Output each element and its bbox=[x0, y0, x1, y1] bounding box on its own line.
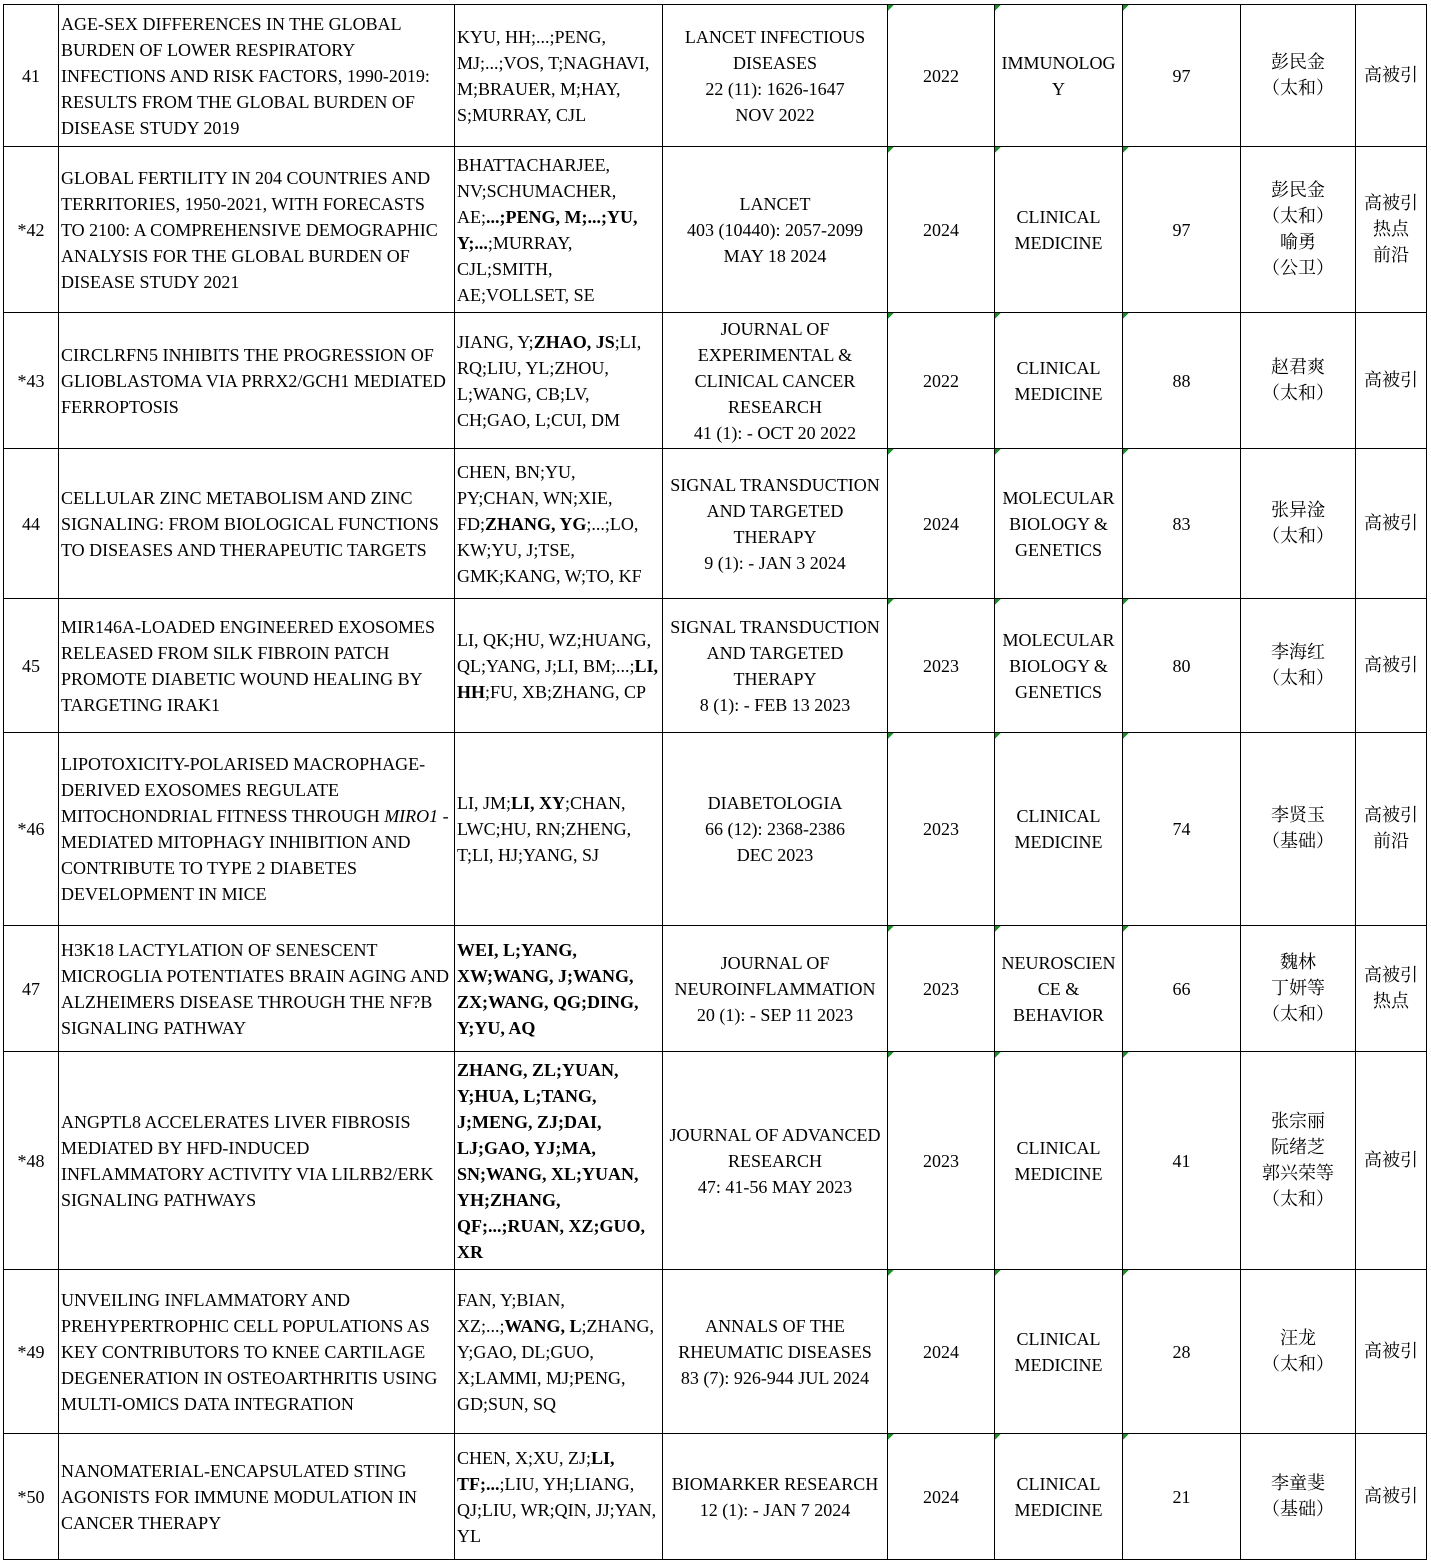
row-number: *50 bbox=[4, 1434, 59, 1560]
journal-info bbox=[663, 1434, 888, 1560]
research-field: CLINICAL MEDICINE bbox=[995, 1052, 1123, 1270]
author-text: JIANG, Y; bbox=[457, 331, 534, 352]
paper-title-italic: MIRO1 bbox=[384, 806, 439, 826]
row-number: *42 bbox=[4, 147, 59, 313]
table-row bbox=[4, 1270, 1427, 1434]
table-row bbox=[4, 733, 1427, 926]
journal-info bbox=[663, 599, 888, 733]
author-text: ;LIU, YH;LIANG, QJ;LIU, WR;QIN, JJ;YAN, YL bbox=[457, 1473, 657, 1546]
author-highlight: LI, TF;... bbox=[457, 1447, 615, 1494]
local-author-line: 李海红 bbox=[1271, 641, 1325, 663]
author-text: ;CHAN, LWC;HU, RN;ZHENG, T;LI, HJ;YANG, SJ bbox=[457, 793, 632, 865]
author-text: LI, JM; bbox=[457, 793, 511, 813]
citation-count: 28 bbox=[1123, 1270, 1241, 1434]
journal-line: JOURNAL OF NEUROINFLAMMATION bbox=[674, 952, 876, 999]
local-author-line: 李童斐 bbox=[1271, 1472, 1325, 1494]
research-field: IMMUNOLOGY bbox=[995, 5, 1123, 147]
journal-line: LANCET INFECTIOUS DISEASES bbox=[684, 26, 866, 73]
local-author bbox=[1241, 1052, 1356, 1270]
journal-line: 66 (12): 2368-2386 bbox=[705, 819, 845, 839]
table-row bbox=[4, 449, 1427, 599]
journal-info bbox=[663, 449, 888, 599]
local-author-line: 彭民金 bbox=[1271, 51, 1325, 73]
local-author-line: （基础） bbox=[1262, 831, 1334, 852]
journal-line: 403 (10440): 2057-2099 bbox=[687, 219, 863, 240]
category-line: 高被引 bbox=[1364, 512, 1418, 534]
author-text: CHEN, X;XU, ZJ; bbox=[457, 1447, 591, 1468]
citation-count: 66 bbox=[1123, 926, 1241, 1052]
author-highlight: ZHAO, JS bbox=[533, 331, 615, 352]
citation-count: 97 bbox=[1123, 147, 1241, 313]
journal-line: 9 (1): - JAN 3 2024 bbox=[704, 552, 846, 573]
journal-info bbox=[663, 1270, 888, 1434]
local-author-line: （太和） bbox=[1262, 382, 1334, 404]
paper-category bbox=[1356, 733, 1427, 926]
journal-line: DIABETOLOGIA bbox=[707, 793, 843, 813]
category-line: 高被引 bbox=[1364, 1149, 1418, 1171]
journal-line: 83 (7): 926-944 JUL 2024 bbox=[680, 1367, 870, 1388]
paper-authors bbox=[455, 1052, 663, 1270]
local-author bbox=[1241, 5, 1356, 147]
category-line: 高被引 bbox=[1364, 805, 1418, 826]
paper-title: NANOMATERIAL-ENCAPSULATED STING AGONISTS FOR IMMUNE MODULATION IN CANCER THERAPY bbox=[59, 1434, 455, 1560]
journal-line: ANNALS OF THE RHEUMATIC DISEASES bbox=[678, 1315, 872, 1362]
journal-info bbox=[663, 5, 888, 147]
local-author-line: （公卫） bbox=[1262, 257, 1334, 279]
paper-title: H3K18 LACTYLATION OF SENESCENT MICROGLIA POTENTIATES BRAIN AGING AND ALZHEIMERS DISEASE THROUGH THE NF?B SIGNALING PATHWAY bbox=[59, 926, 455, 1052]
journal-line: SIGNAL TRANSDUCTION AND TARGETED THERAPY bbox=[670, 616, 880, 689]
journal-line: 20 (1): - SEP 11 2023 bbox=[696, 1004, 854, 1025]
local-author-line: （太和） bbox=[1262, 1003, 1334, 1025]
paper-title: UNVEILING INFLAMMATORY AND PREHYPERTROPHIC CELL POPULATIONS AS KEY CONTRIBUTORS TO KNEE CARTILAGE DEGENERATION IN OSTEOARTHRITIS USING MULTI-OMICS DATA INTEGRATION bbox=[59, 1270, 455, 1434]
author-text: ;ZHANG, Y;GAO, DL;GUO, X;LAMMI, MJ;PENG, GD;SUN, SQ bbox=[457, 1315, 655, 1414]
publication-year: 2023 bbox=[888, 926, 995, 1052]
paper-authors bbox=[455, 147, 663, 313]
category-line: 高被引 bbox=[1364, 1485, 1418, 1507]
publication-year: 2022 bbox=[888, 313, 995, 449]
author-text: ;MURRAY, CJL;SMITH, AE;VOLLSET, SE bbox=[457, 232, 595, 305]
publication-year: 2023 bbox=[888, 733, 995, 926]
paper-category bbox=[1356, 1434, 1427, 1560]
paper-category bbox=[1356, 313, 1427, 449]
category-line: 高被引 bbox=[1364, 64, 1418, 86]
journal-info bbox=[663, 733, 888, 926]
paper-category bbox=[1356, 147, 1427, 313]
research-field: CLINICAL MEDICINE bbox=[995, 147, 1123, 313]
row-number: 45 bbox=[4, 599, 59, 733]
publication-year: 2023 bbox=[888, 1052, 995, 1270]
category-line: 高被引 bbox=[1364, 654, 1418, 676]
table-row bbox=[4, 313, 1427, 449]
journal-info bbox=[663, 313, 888, 449]
journal-line: 22 (11): 1626-1647 bbox=[705, 78, 845, 99]
journal-line: JOURNAL OF EXPERIMENTAL & CLINICAL CANCER RESEARCH bbox=[694, 318, 856, 417]
paper-category bbox=[1356, 926, 1427, 1052]
category-line: 高被引 bbox=[1364, 1340, 1418, 1362]
journal-line: 47: 41-56 MAY 2023 bbox=[697, 1176, 853, 1197]
local-author-line: 郭兴荣等 bbox=[1262, 1162, 1334, 1184]
publication-year: 2023 bbox=[888, 599, 995, 733]
citation-count: 97 bbox=[1123, 5, 1241, 147]
research-field: CLINICAL MEDICINE bbox=[995, 313, 1123, 449]
paper-authors bbox=[455, 5, 663, 147]
author-highlight: WANG, L bbox=[504, 1315, 582, 1336]
author-highlight: ZHANG, ZL;YUAN, Y;HUA, L;TANG, J;MENG, ZJ;DAI, LJ;GAO, YJ;MA, SN;WANG, XL;YUAN, YH;ZHANG, QF;...;RUAN, XZ;GUO, XR bbox=[457, 1059, 645, 1262]
row-number: 47 bbox=[4, 926, 59, 1052]
research-field: MOLECULAR BIOLOGY & GENETICS bbox=[995, 449, 1123, 599]
category-line: 热点 bbox=[1373, 990, 1409, 1012]
local-author-line: 赵君爽 bbox=[1271, 356, 1325, 378]
paper-title: CELLULAR ZINC METABOLISM AND ZINC SIGNALING: FROM BIOLOGICAL FUNCTIONS TO DISEASES AND THERAPEUTIC TARGETS bbox=[59, 449, 455, 599]
author-text: FAN, Y;BIAN, XZ;...; bbox=[457, 1289, 565, 1336]
author-highlight: ZHANG, YG bbox=[485, 513, 587, 534]
publication-year: 2022 bbox=[888, 5, 995, 147]
local-author-line: （太和） bbox=[1262, 77, 1334, 99]
publication-year: 2024 bbox=[888, 449, 995, 599]
local-author bbox=[1241, 1434, 1356, 1560]
journal-line: 8 (1): - FEB 13 2023 bbox=[699, 694, 851, 715]
table-row bbox=[4, 5, 1427, 147]
paper-title: CIRCLRFN5 INHIBITS THE PROGRESSION OF GLIOBLASTOMA VIA PRRX2/GCH1 MEDIATED FERROPTOSIS bbox=[59, 313, 455, 449]
author-text: CHEN, BN;YU, PY;CHAN, WN;XIE, FD; bbox=[457, 461, 613, 534]
row-number: *46 bbox=[4, 733, 59, 926]
journal-line: BIOMARKER RESEARCH 12 (1): - JAN 7 2024 bbox=[671, 1473, 879, 1520]
journal-line: LANCET bbox=[739, 193, 811, 214]
author-text: ;FU, XB;ZHANG, CP bbox=[485, 681, 647, 702]
paper-authors bbox=[455, 1270, 663, 1434]
local-author-line: 丁妍等 bbox=[1271, 977, 1325, 999]
author-highlight: LI, XY bbox=[511, 793, 566, 813]
local-author-line: （太和） bbox=[1262, 205, 1334, 227]
research-field: CLINICAL MEDICINE bbox=[995, 1270, 1123, 1434]
category-line: 高被引 bbox=[1364, 192, 1418, 214]
local-author-line: 喻勇 bbox=[1280, 231, 1316, 253]
table-row bbox=[4, 926, 1427, 1052]
journal-info bbox=[663, 1052, 888, 1270]
author-text: LI, QK;HU, WZ;HUANG, QL;YANG, J;LI, BM;...; bbox=[457, 629, 652, 676]
journal-line: SIGNAL TRANSDUCTION AND TARGETED THERAPY bbox=[670, 474, 880, 547]
citation-count: 88 bbox=[1123, 313, 1241, 449]
paper-title: LIPOTOXICITY-POLARISED MACROPHAGE-DERIVED EXOSOMES REGULATE MITOCHONDRIAL FITNESS THROUGH MIRO1 -MEDIATED MITOPHAGY INHIBITION AND CONTRIBUTE TO TYPE 2 DIABETES DEVELOPMENT IN MICE bbox=[59, 733, 455, 926]
author-text: KYU, HH;...;PENG, MJ;...;VOS, T;NAGHAVI, M;BRAUER, M;HAY, S;MURRAY, CJL bbox=[457, 26, 650, 125]
author-highlight: ...;PENG, M;...;YU, Y;... bbox=[457, 206, 638, 253]
citation-count: 83 bbox=[1123, 449, 1241, 599]
local-author bbox=[1241, 599, 1356, 733]
local-author bbox=[1241, 449, 1356, 599]
local-author-line: （太和） bbox=[1262, 1188, 1334, 1210]
paper-authors bbox=[455, 733, 663, 926]
paper-authors bbox=[455, 313, 663, 449]
journal-line: MAY 18 2024 bbox=[723, 245, 827, 266]
citation-count: 80 bbox=[1123, 599, 1241, 733]
local-author bbox=[1241, 313, 1356, 449]
citation-count: 41 bbox=[1123, 1052, 1241, 1270]
author-text: ;...;LO, KW;YU, J;TSE, GMK;KANG, W;TO, KF bbox=[457, 513, 642, 586]
local-author bbox=[1241, 926, 1356, 1052]
journal-info bbox=[663, 147, 888, 313]
journal-line: 41 (1): - OCT 20 2022 bbox=[693, 422, 857, 443]
category-line: 高被引 bbox=[1364, 369, 1418, 391]
row-number: 44 bbox=[4, 449, 59, 599]
journal-line: JOURNAL OF ADVANCED RESEARCH bbox=[669, 1124, 881, 1171]
paper-title: GLOBAL FERTILITY IN 204 COUNTRIES AND TERRITORIES, 1950-2021, WITH FORECASTS TO 2100: A COMPREHENSIVE DEMOGRAPHIC ANALYSIS FOR THE GLOBAL BURDEN OF DISEASE STUDY 2021 bbox=[59, 147, 455, 313]
paper-category bbox=[1356, 5, 1427, 147]
journal-line: DEC 2023 bbox=[736, 845, 814, 865]
publication-year: 2024 bbox=[888, 1270, 995, 1434]
category-line: 热点 bbox=[1373, 218, 1409, 240]
paper-authors bbox=[455, 926, 663, 1052]
category-line: 前沿 bbox=[1373, 244, 1409, 266]
table-row bbox=[4, 1434, 1427, 1560]
local-author-line: 李贤玉 bbox=[1271, 805, 1325, 826]
citation-count: 21 bbox=[1123, 1434, 1241, 1560]
row-number: *49 bbox=[4, 1270, 59, 1434]
table-row bbox=[4, 599, 1427, 733]
local-author-line: 汪龙 bbox=[1280, 1327, 1316, 1349]
publication-year: 2024 bbox=[888, 1434, 995, 1560]
row-number: *43 bbox=[4, 313, 59, 449]
local-author-line: （基础） bbox=[1262, 1498, 1334, 1520]
journal-info bbox=[663, 926, 888, 1052]
table-row bbox=[4, 1052, 1427, 1270]
paper-title: ANGPTL8 ACCELERATES LIVER FIBROSIS MEDIATED BY HFD-INDUCED INFLAMMATORY ACTIVITY VIA LILRB2/ERK SIGNALING PATHWAYS bbox=[59, 1052, 455, 1270]
publication-table bbox=[3, 4, 1427, 1560]
paper-title: MIR146A-LOADED ENGINEERED EXOSOMES RELEASED FROM SILK FIBROIN PATCH PROMOTE DIABETIC WOUND HEALING BY TARGETING IRAK1 bbox=[59, 599, 455, 733]
author-highlight: WEI, L;YANG, XW;WANG, J;WANG, ZX;WANG, QG;DING, Y;YU, AQ bbox=[457, 939, 639, 1038]
paper-title: AGE-SEX DIFFERENCES IN THE GLOBAL BURDEN OF LOWER RESPIRATORY INFECTIONS AND RISK FACTORS, 1990-2019: RESULTS FROM THE GLOBAL BURDEN OF DISEASE STUDY 2019 bbox=[59, 5, 455, 147]
local-author bbox=[1241, 733, 1356, 926]
paper-authors bbox=[455, 449, 663, 599]
research-field: NEUROSCIENCE & BEHAVIOR bbox=[995, 926, 1123, 1052]
local-author-line: 阮绪芝 bbox=[1271, 1136, 1325, 1158]
local-author-line: 魏林 bbox=[1280, 951, 1316, 973]
citation-count: 74 bbox=[1123, 733, 1241, 926]
paper-authors bbox=[455, 599, 663, 733]
author-text: BHATTACHARJEE, NV;SCHUMACHER, AE; bbox=[457, 154, 617, 227]
local-author-line: （太和） bbox=[1262, 525, 1334, 547]
local-author-line: （太和） bbox=[1262, 1353, 1334, 1375]
research-field: MOLECULAR BIOLOGY & GENETICS bbox=[995, 599, 1123, 733]
paper-authors bbox=[455, 1434, 663, 1560]
journal-line: NOV 2022 bbox=[735, 104, 815, 125]
local-author-line: 张异淦 bbox=[1271, 499, 1325, 521]
local-author bbox=[1241, 147, 1356, 313]
paper-category bbox=[1356, 1270, 1427, 1434]
table-row bbox=[4, 147, 1427, 313]
publication-year: 2024 bbox=[888, 147, 995, 313]
local-author-line: 彭民金 bbox=[1271, 179, 1325, 201]
row-number: *48 bbox=[4, 1052, 59, 1270]
paper-category bbox=[1356, 1052, 1427, 1270]
author-highlight: LI, HH bbox=[457, 655, 659, 702]
paper-category bbox=[1356, 599, 1427, 733]
local-author-line: 张宗丽 bbox=[1271, 1110, 1325, 1132]
paper-category bbox=[1356, 449, 1427, 599]
author-text: ;LI, RQ;LIU, YL;ZHOU, L;WANG, CB;LV, CH;GAO, L;CUI, DM bbox=[457, 331, 642, 430]
category-line: 高被引 bbox=[1364, 964, 1418, 986]
local-author-line: （太和） bbox=[1262, 667, 1334, 689]
research-field: CLINICAL MEDICINE bbox=[995, 733, 1123, 926]
research-field: CLINICAL MEDICINE bbox=[995, 1434, 1123, 1560]
local-author bbox=[1241, 1270, 1356, 1434]
row-number: 41 bbox=[4, 5, 59, 147]
table-body bbox=[4, 5, 1427, 1560]
category-line: 前沿 bbox=[1373, 831, 1409, 852]
